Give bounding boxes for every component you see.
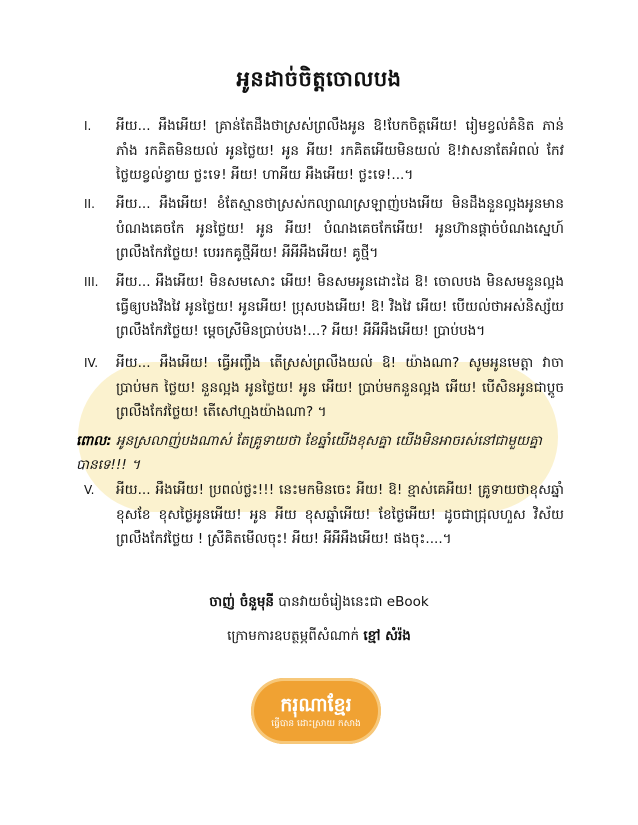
- format-label: eBook: [386, 594, 429, 610]
- credit-typist: [0, 593, 638, 613]
- verse-number: II.: [84, 197, 95, 211]
- verse-text: អីយ... អឹងអើយ! មិនសមសោះ អើយ! មិនសមអូនដោះដៃ ឱ! ចោលបង មិនសមនួនល្អង ធ្វើឲ្យបងវិងវៃ អូនថ្លៃយ! អូនអើយ! ប្រុសបងអើយ! ឱ! វិងវៃ អើយ! បើយល់ថាអស់និស្ស័យ ព្រលឹងកែវថ្លៃយ! ម្តេចស្រីមិនប្រាប់បង!...? អីយ! អីអីអឹងអើយ! ប្រាប់បង។: [116, 274, 564, 339]
- verse-4: [84, 351, 564, 425]
- verse-2: [84, 192, 564, 266]
- sponsor-text: ក្រោមការឧបត្ថម្ភពីសំណាក់: [227, 628, 364, 644]
- note-label: ពោល:: [76, 433, 112, 449]
- sponsor-name: ខ្មៅ សំរ៉ង: [363, 628, 411, 644]
- publisher-logo: [251, 678, 381, 744]
- note-text: អូនស្រលាញ់បងណាស់ តែគ្រូទាយថា ខែឆ្នាំយើងខុសគ្នា យើងមិនអាចរស់នៅជាមួយគ្នា បានទេ!!! ។: [76, 433, 542, 473]
- verse-number: IV.: [84, 356, 99, 370]
- verse-3: [84, 270, 564, 344]
- verse-text: អីយ... អឹងអើយ! ធ្វើអញ្ចឹង តើស្រស់ព្រលឹងយល់ ឱ! យ៉ាងណា? សូមអូនមេត្តា វាចាប្រាប់មក ថ្លៃយ! នួនល្អង អូនថ្លៃយ! អូន អើយ! ប្រាប់មកនួនល្អង អើយ! បើសិនអូនជាប្ដូច ព្រលឹងកែវថ្លៃយ! តើសៅហ្មងយ៉ាងណា? ។: [116, 355, 564, 420]
- verse-number: III.: [84, 275, 99, 289]
- logo-title: ករុណាខ្មែរ: [280, 694, 352, 716]
- verse-text: អីយ... អឹងអើយ! ប្រពល់ថ្លះ!!! នេះមកមិនចេះ អីយ! ឱ! ខ្មាស់គេអីយ! គ្រូទាយថាខុសឆ្នាំ ខុសខែ ខុសថ្ងៃអូនអើយ! អូន អីយ ខុសឆ្នាំអើយ! ខែថ្ងៃអើយ! ដូចជាជ្រុលហួស វិស័យ ព្រលឹងកែវថ្លៃយ ! ស្រីគិតមើលចុះ! អីយ! អីអីអឹងអើយ! ផងចុះ....។: [116, 482, 564, 547]
- logo-subtitle: ធ្វើបាន ដោះស្រាយ កសាង: [271, 719, 361, 729]
- verse-text: អីយ... អឹងអើយ! ខំតែស្មានថាស្រស់កល្យាណស្រឡាញ់បងអើយ មិនដឹងនួនល្អងអូនមានបំណងគេចកែ អូនថ្លៃយ! អូន អីយ! បំណងគេចកែអើយ! អូនហ៊ានផ្តាច់បំណងស្នេហ៍ ព្រលឹងកែវថ្លៃយ! បេររកគូថ្មីអីយ! អីអីអឹងអើយ! គូថ្មី។: [116, 196, 564, 261]
- credit-sponsor: [0, 627, 638, 647]
- verse-text: អីយ... អឹងអើយ! គ្រាន់តែដឹងថាស្រស់ព្រលឹងអូន ឱ!បែកចិត្តអើយ! រៀមខ្វល់គំនិត ភាន់ភាំង រកគិតមិនយល់ អូនថ្លៃយ! អូន អីយ! រកគិតអើយមិនយល់ ឱ!វាសនាតែអំពល់ កែវថ្លៃយខ្វល់ខ្វាយ ថ្លះទេ! អីយ! ហាអីយ អឹងអើយ! ថ្លះទេ!...។: [116, 118, 564, 183]
- spoken-note: [76, 429, 568, 477]
- verse-number: I.: [84, 119, 92, 133]
- typist-name: ចាញ់ ចំនួមុនី: [209, 594, 274, 610]
- verse-1: [84, 114, 564, 188]
- page-title: អូនដាច់ចិត្តចោលបង: [236, 67, 402, 91]
- verse-number: V.: [84, 483, 95, 497]
- typist-text: បានវាយចំរៀងនេះជា: [273, 594, 387, 610]
- verse-5: [84, 478, 564, 552]
